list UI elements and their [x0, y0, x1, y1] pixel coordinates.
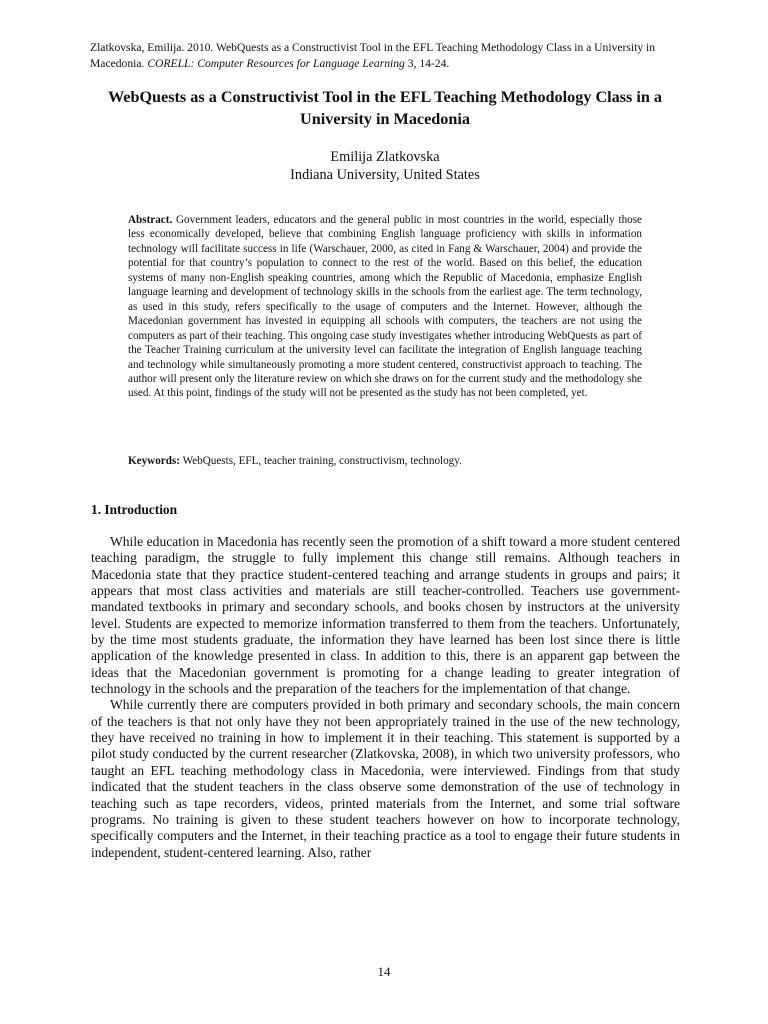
abstract-text: Government leaders, educators and the general public in most countries in the world, especially those less economically developed, believe that combining English language proficiency with skills in information technology will facilitate success in life (Warschauer, 2000, as cited in Fang & Warschauer, 2004) and provide the potential for that country’s population to connect to the rest of the world. Based on this belief, the education systems of many non-English speaking countries, among which the Republic of Macedonia, emphasize English language learning and development of technology skills in the schools from the earliest age. The term technology, as used in this study, refers specifically to the usage of computers and the Internet. However, although the Macedonian government has invested in equipping all schools with computers, the teachers are not using the computers as part of their teaching. This ongoing case study investigates whether introducing WebQuests as part of the Teacher Training curriculum at the university level can facilitate the integration of English language teaching and technology while simultaneously promoting a more student centered, constructivist approach to teaching. The author will present only the literature review on which she draws on for the current study and the methodology she used. At this point, findings of the study will not be presented as the study has not been completed, yet.	[128, 214, 642, 400]
keywords-label: Keywords:	[128, 455, 180, 467]
section-body	[91, 534, 680, 861]
body-paragraph: While currently there are computers provided in both primary and secondary schools, the main concern of the teachers is that not only have they not been appropriately trained in the use of the new technology, they have received no training in how to implement it in their teaching. This statement is supported by a pilot study conducted by the current researcher (Zlatkovska, 2008), in which two university professors, who taught an EFL teaching methodology class in Macedonia, were interviewed. Findings from that study indicated that the student teachers in the class observe some demonstration of the use of technology in teaching such as tape recorders, videos, printed materials from the Internet, and some trial software programs. No training is given to these student teachers however on how to incorporate technology, specifically computers and the Internet, in their teaching practice as a tool to engage their future students in independent, student-centered learning. Also, rather	[91, 697, 680, 860]
keywords-text: WebQuests, EFL, teacher training, constructivism, technology.	[182, 455, 462, 467]
author-name: Emilija Zlatkovska	[330, 149, 440, 165]
keywords	[128, 454, 642, 469]
citation-volume-pages: 3, 14-24.	[404, 57, 450, 70]
citation-text: Zlatkovska, Emilija. 2010. WebQuests as a Constructivist Tool in the EFL Teaching Methodology Class in a University in Macedonia.	[90, 41, 656, 70]
citation-header	[90, 40, 680, 72]
citation-journal: CORELL: Computer Resources for Language Learning	[147, 57, 405, 70]
section-heading: 1. Introduction	[91, 502, 178, 517]
abstract-label: Abstract.	[128, 214, 173, 226]
paper-title: WebQuests as a Constructivist Tool in the EFL Teaching Methodology Class in a University in Macedonia	[107, 88, 663, 128]
body-paragraph: While education in Macedonia has recently seen the promotion of a shift toward a more student centered teaching paradigm, the struggle to fully implement this change still remains. Although teachers in Macedonia state that they practice student-centered teaching and arrange students in groups and pairs; it appears that most class activities and materials are still teacher-controlled. Teachers use government-mandated textbooks in primary and secondary schools, and books chosen by instructors at the university level. Students are expected to memorize information transferred to them from the teachers. Unfortunately, by the time most students graduate, the information they have learned has been lost since there is little application of the knowledge presented in class. In addition to this, there is an apparent gap between the ideas that the Macedonian government is promoting for a change leading to greater integration of technology in the schools and the preparation of the teachers for the implementation of that change.	[91, 534, 680, 697]
author-affiliation: Indiana University, United States	[290, 167, 480, 183]
abstract	[128, 213, 642, 401]
author-block	[80, 148, 690, 184]
page-number: 14	[377, 964, 391, 979]
